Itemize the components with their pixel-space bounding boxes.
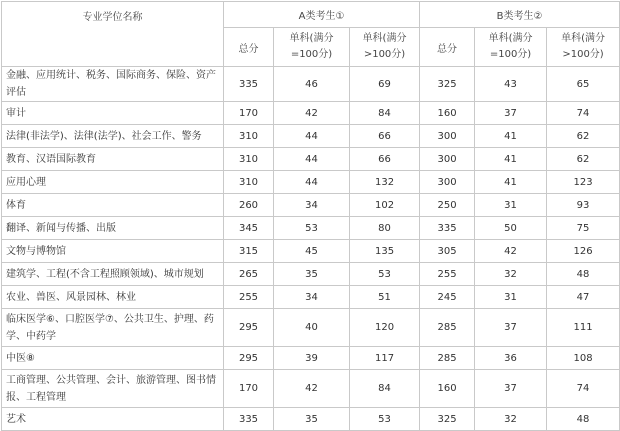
a-single1: 44 [274,171,350,194]
b-single2-line2: >100分) [562,49,604,60]
a-total: 265 [224,263,274,286]
table-row [2,309,620,347]
a-total: 295 [224,347,274,370]
major-name: 金融、应用统计、税务、国际商务、保险、资产评估 [2,67,224,102]
major-name: 中医⑧ [2,347,224,370]
table-row [2,263,620,286]
table-row [2,370,620,408]
b-total: 335 [420,217,475,240]
a-total: 255 [224,286,274,309]
a-single1: 39 [274,347,350,370]
a-single2: 53 [350,263,420,286]
b-total: 325 [420,67,475,102]
b-single1: 37 [475,309,547,347]
b-single1: 50 [475,217,547,240]
a-single1: 46 [274,67,350,102]
group-b-header [420,2,620,28]
b-single1-line2: =100分) [489,49,532,60]
table-row [2,347,620,370]
b-single2: 48 [547,263,620,286]
a-single2: 135 [350,240,420,263]
a-single1: 53 [274,217,350,240]
b-single2: 74 [547,370,620,408]
major-name: 临床医学⑥、口腔医学⑦、公共卫生、护理、药学、中药学 [2,309,224,347]
major-header [2,2,224,67]
a-total: 170 [224,370,274,408]
a-single2: 53 [350,408,420,431]
b-single1: 31 [475,194,547,217]
a-total: 335 [224,408,274,431]
major-name: 工商管理、公共管理、会计、旅游管理、图书情报、工程管理 [2,370,224,408]
a-total: 310 [224,171,274,194]
a-total: 310 [224,148,274,171]
b-single1: 42 [475,240,547,263]
table-row [2,408,620,431]
b-single2: 126 [547,240,620,263]
a-single2: 84 [350,370,420,408]
a-single2: 66 [350,125,420,148]
a-single2: 117 [350,347,420,370]
major-name: 翻译、新闻与传播、出版 [2,217,224,240]
a-single1: 35 [274,408,350,431]
a-single2: 69 [350,67,420,102]
b-total: 300 [420,171,475,194]
b-single1: 36 [475,347,547,370]
b-single2: 93 [547,194,620,217]
major-name: 建筑学、工程(不含工程照顾领域)、城市规划 [2,263,224,286]
b-single1: 32 [475,263,547,286]
b-single1: 41 [475,125,547,148]
b-total-header [420,28,475,67]
b-single2-line1: 单科(满分 [561,33,605,44]
b-total: 245 [420,286,475,309]
a-total: 315 [224,240,274,263]
table-row [2,194,620,217]
b-single1: 43 [475,67,547,102]
b-total: 285 [420,347,475,370]
b-total-label: 总分 [437,43,458,55]
a-total: 295 [224,309,274,347]
table-row [2,240,620,263]
b-single1-header [475,28,547,67]
a-single1-line2: =100分) [290,49,333,60]
major-name: 法律(非法学)、法律(法学)、社会工作、警务 [2,125,224,148]
b-total: 300 [420,125,475,148]
b-total: 160 [420,370,475,408]
a-single1: 34 [274,194,350,217]
a-single1: 45 [274,240,350,263]
a-total: 310 [224,125,274,148]
a-single1: 42 [274,102,350,125]
b-single1: 37 [475,102,547,125]
table-row [2,67,620,102]
table-row [2,217,620,240]
major-name: 体育 [2,194,224,217]
a-total-header [224,28,274,67]
a-total-label: 总分 [238,43,259,55]
table-row [2,286,620,309]
score-table [1,1,620,431]
a-single1-line1: 单科(满分 [289,33,334,44]
b-total: 255 [420,263,475,286]
a-single2: 51 [350,286,420,309]
a-single1: 44 [274,125,350,148]
a-total: 170 [224,102,274,125]
b-single1: 41 [475,148,547,171]
major-name: 应用心理 [2,171,224,194]
a-total: 335 [224,67,274,102]
group-a-header [224,2,420,28]
a-single1: 40 [274,309,350,347]
a-single1: 34 [274,286,350,309]
b-single2: 75 [547,217,620,240]
b-single1: 31 [475,286,547,309]
b-single2: 74 [547,102,620,125]
table-row [2,171,620,194]
b-single2: 62 [547,125,620,148]
b-single2: 108 [547,347,620,370]
a-single2-header [350,28,420,67]
major-name: 审计 [2,102,224,125]
b-total: 300 [420,148,475,171]
b-total: 285 [420,309,475,347]
table-row [2,125,620,148]
b-total: 250 [420,194,475,217]
b-single2: 48 [547,408,620,431]
table-row [2,148,620,171]
a-single2: 120 [350,309,420,347]
b-single2-header [547,28,620,67]
major-name: 文物与博物馆 [2,240,224,263]
b-total: 160 [420,102,475,125]
a-single1: 42 [274,370,350,408]
b-single2: 123 [547,171,620,194]
a-single2: 84 [350,102,420,125]
major-header-label: 专业学位名称 [82,12,143,23]
major-name: 教育、汉语国际教育 [2,148,224,171]
a-total: 260 [224,194,274,217]
a-single1: 44 [274,148,350,171]
major-name: 农业、兽医、风景园林、林业 [2,286,224,309]
major-name: 艺术 [2,408,224,431]
b-total: 305 [420,240,475,263]
b-single1: 32 [475,408,547,431]
b-single1: 37 [475,370,547,408]
group-a-label: A类考生① [298,11,345,22]
a-single1: 35 [274,263,350,286]
a-single2: 80 [350,217,420,240]
a-total: 345 [224,217,274,240]
a-single2-line2: >100分) [363,49,406,60]
b-single1-line1: 单科(满分 [488,33,533,44]
a-single2: 132 [350,171,420,194]
a-single2: 66 [350,148,420,171]
group-b-label: B类考生② [496,11,543,22]
a-single2: 102 [350,194,420,217]
a-single2-line1: 单科(满分 [362,33,407,44]
b-single2: 47 [547,286,620,309]
table-row [2,102,620,125]
a-single1-header [274,28,350,67]
b-single2: 65 [547,67,620,102]
b-single2: 62 [547,148,620,171]
b-total: 325 [420,408,475,431]
b-single1: 41 [475,171,547,194]
b-single2: 111 [547,309,620,347]
